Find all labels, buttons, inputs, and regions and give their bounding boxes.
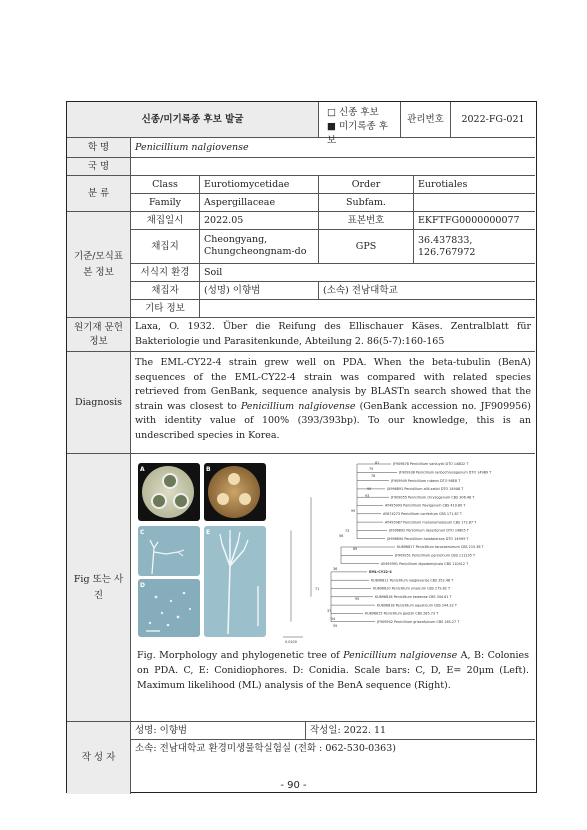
- diagnosis-species: Penicillium nalgiovense: [240, 400, 356, 412]
- korean-name-label: 국 명: [67, 158, 131, 176]
- reference-label: 원기재 문헌 정보: [67, 318, 131, 352]
- bootstrap-value: 75: [369, 467, 374, 471]
- option-new-species[interactable]: □ 신종 후보: [327, 107, 379, 118]
- tree-taxon: JF909949 Penicillium rubens DTO 98E8 T: [391, 478, 461, 483]
- tree-taxon: KU896818 Penicillium aquaticum CBS 244.32 T: [377, 603, 457, 608]
- bootstrap-value: 95: [355, 597, 360, 601]
- photo-e-conidiophore: [204, 526, 266, 637]
- diagnosis-text-pre: The EML-CY22-4 strain grew well on PDA. When the beta-tubulin (BenA) sequences of the EML-CY22-4 strain was compared with related species retrieved from GenBank, sequence analysis by BLASTn search showed that the strain was closest to: [135, 357, 531, 412]
- subfam-value: [414, 194, 535, 212]
- panel-label-a: A: [140, 466, 145, 473]
- tree-taxon: KU896811 Penicillium nalgiovense CBS 352.48 T: [371, 578, 454, 583]
- photo-c-conidiophores: [138, 526, 200, 576]
- tree-taxon: AY495993 Penicillium flavigenum CBS 419.89 T: [385, 503, 466, 508]
- phylogenetic-tree: [271, 458, 531, 644]
- bootstrap-value: 71: [315, 587, 320, 591]
- habitat-label: 서식지 환경: [131, 264, 200, 282]
- tree-taxon: JF909938 Penicillium lanbochrysogenum DTO 149B9 T: [399, 470, 492, 475]
- tree-taxon: JF909955 Penicillium chrysogenum CBS 306.48 T: [391, 495, 475, 500]
- mgmt-number: 2022-FG-021: [451, 102, 535, 138]
- bootstrap-value: 78: [371, 474, 376, 478]
- collection-site-label: 채집지: [131, 230, 200, 264]
- tree-taxon: KU896815 Penicillium goetzii CBS 285.73 T: [365, 611, 439, 616]
- panel-label-b: B: [206, 466, 211, 473]
- collector-label: 채집자: [131, 282, 200, 300]
- option-unrecorded-species[interactable]: ■ 미기록종 후보: [327, 121, 388, 146]
- tree-taxon: AY674273 Penicillium confertum CBS 171.87 T: [383, 512, 462, 516]
- photo-b-colonies-reverse: [204, 463, 266, 521]
- tree-taxon: KU896816 Penicillium kewense CBS 344.61 T: [375, 595, 452, 599]
- order-value: Eurotiales: [414, 176, 535, 194]
- diagnosis-label: Diagnosis: [67, 352, 131, 454]
- tree-taxon: KU896810 Penicillium sinaicum CBS 279.82 T: [373, 586, 451, 591]
- collection-site: [200, 230, 319, 264]
- specimen-section-label: 기준/모식표본 정보: [67, 212, 131, 318]
- tree-taxon: JF909878 Penicillium vanluykii DTO 148D2 T: [393, 462, 469, 467]
- tree-taxon: AY495987 Penicillium mononematosum CBS 172.87 T: [385, 520, 477, 525]
- korean-name: [131, 158, 535, 176]
- bootstrap-value: 36: [333, 567, 338, 571]
- other-info-label: 기타 정보: [131, 300, 200, 318]
- caption-species: Penicillium nalgiovense: [343, 650, 458, 661]
- candidate-form: [66, 101, 537, 793]
- mgmt-number-label: 관리번호: [401, 102, 451, 138]
- bootstrap-value: 54: [331, 617, 336, 621]
- reference-text: Laxa, O. 1932. Über die Reifung des Ellischauer Käses. Zentralblatt für Bakteriologie und Parasitenkunde, Abteilung 2. 86(5-7):160-165: [131, 318, 535, 352]
- tree-taxon: KU896817 Penicillium tarocoeruleum CBS 215.36 T: [397, 545, 484, 550]
- classification-label: 분 류: [67, 176, 131, 212]
- class-label: Class: [131, 176, 200, 194]
- gps-label: GPS: [319, 230, 414, 264]
- tree-taxon: JX996892 Penicillium desertorum DTO 148E5 T: [389, 528, 469, 533]
- caption-post: A, B: Colonies on PDA. C, E: Conidiophores. D: Conidia. Scale bars: C, D, E= 20μm (Left). Maximum likelihood (ML) analysis of the BenA sequence (Right).: [137, 650, 529, 692]
- collection-date: 2022.05: [200, 212, 319, 230]
- class-value: Eurotiomycetidae: [200, 176, 319, 194]
- tree-taxon: JF909942 Penicillium griseofulvum CBS 185.27 T: [377, 619, 460, 624]
- tree-taxon: JX996891 Penicillium allii-sativi DTO 149A8 T: [387, 487, 464, 492]
- family-label: Family: [131, 194, 200, 212]
- scientific-name: Penicillium nalgiovense: [131, 138, 535, 158]
- order-label: Order: [319, 176, 414, 194]
- specimen-number: EKFTFG0000000077: [414, 212, 535, 230]
- figure-label: Fig 또는 사진: [67, 454, 131, 722]
- figure-caption: [137, 648, 529, 694]
- author-label: 작 성 자: [67, 722, 131, 794]
- author-date: 작성일: 2022. 11: [306, 722, 535, 740]
- author-name: 성명: 이향범: [131, 722, 306, 740]
- panel-label-e: E: [206, 529, 211, 536]
- tree-taxon: AY495991 Penicillium dipodomyicola CBS 110412 T: [381, 561, 469, 566]
- bootstrap-value: 81: [375, 461, 380, 465]
- diagnosis-text: [131, 352, 535, 454]
- family-value: Aspergillaceae: [200, 194, 319, 212]
- bootstrap-value: 99: [351, 509, 356, 513]
- habitat-value: Soil: [200, 264, 535, 282]
- specimen-number-label: 표본번호: [319, 212, 414, 230]
- collector-affiliation: (소속) 전남대학교: [319, 282, 535, 300]
- panel-label-c: C: [140, 529, 145, 536]
- form-title: 신종/미기록종 후보 발굴: [67, 102, 319, 138]
- scientific-name-label: 학 명: [67, 138, 131, 158]
- author-affiliation: 소속: 전남대학교 환경미생물학실험실 (전화 : 062-530-0363): [135, 743, 396, 754]
- bootstrap-value: 89: [353, 547, 358, 551]
- figure-panel: [131, 454, 535, 722]
- collector-name: (성명) 이향범: [200, 282, 319, 300]
- subfam-label: Subfam.: [319, 194, 414, 212]
- other-info: [200, 300, 535, 318]
- tree-taxon: EML-CY22-4: [369, 570, 392, 575]
- bootstrap-value: 55: [333, 624, 338, 628]
- bootstrap-value: 56: [339, 534, 344, 538]
- collection-site-line1: Cheongyang,: [204, 234, 268, 245]
- panel-label-d: D: [140, 582, 145, 589]
- bootstrap-value: 37: [327, 609, 332, 613]
- bootstrap-value: 93: [365, 494, 370, 498]
- collection-date-label: 채집일시: [131, 212, 200, 230]
- tree-scale-label: 0.0100: [285, 640, 297, 644]
- photo-d-conidia: [138, 579, 200, 637]
- candidate-type-options: [319, 102, 401, 146]
- bootstrap-value: 73: [345, 529, 350, 533]
- gps-value: 36.437833, 126.767972: [414, 230, 535, 264]
- tree-taxon: JF909951 Penicillium persicinum CBS 111235 T: [395, 553, 476, 558]
- caption-pre: Fig. Morphology and phylogenetic tree of: [137, 650, 344, 661]
- photo-a-colonies: [138, 463, 200, 521]
- page-number: - 90 -: [280, 780, 307, 791]
- bootstrap-value: 90: [367, 487, 372, 491]
- diagnosis-text-post: (GenBank accession no. JF909956) with identity value of 100% (393/393bp). To our knowledge, this is an undescribed species in Korea.: [135, 400, 531, 441]
- tree-taxon: JX996890 Penicillium halotolerans DTO 149H9 T: [387, 536, 469, 541]
- collection-site-line2: Chungcheongnam-do: [204, 246, 307, 257]
